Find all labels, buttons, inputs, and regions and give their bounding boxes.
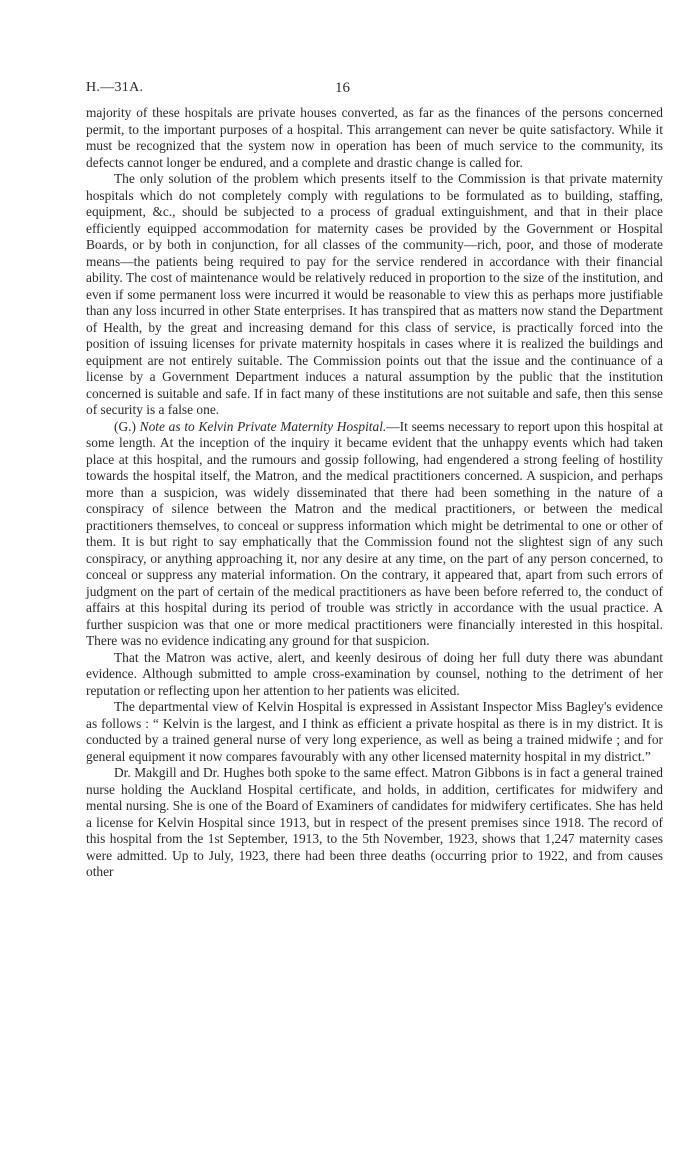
paragraph: That the Matron was active, alert, and keenly desirous of doing her full duty there was abundant evidence. Although submitted to ample cross-examination by counsel, nothing to the detriment of her reputation or reflecting upon her attention to her patients was elicited. [86,649,663,698]
paragraph: The departmental view of Kelvin Hospital is expressed in Assistant Inspector Miss Bagley's evidence as follows : “ Kelvin is the largest, and I think as efficient a private hospital as there is in my district. It is conducted by a trained general nurse of very long experience, as well as being a trained midwife ; and for general equipment it now compares favourably with any other licensed maternity hospital in my district.” [86,699,663,764]
paragraph: Dr. Makgill and Dr. Hughes both spoke to the same effect. Matron Gibbons is in fact a general trained nurse holding the Auckland Hospital certificate, and holds, in addition, certificates for midwifery and mental nursing. She is one of the Board of Examiners of candidates for midwifery certificates. She has held a license for Kelvin Hospital since 1913, but in respect of the present premises since 1918. The record of this hospital from the 1st September, 1913, to the 5th November, 1923, shows that 1,247 maternity cases were admitted. Up to July, 1923, there had been three deaths (occurring prior to 1922, and from causes other [86,765,663,879]
section-heading: Note as to Kelvin Private Maternity Hospital. [139,418,387,434]
section-label: (G.) [114,418,140,434]
page-header [86,80,666,100]
body-text [86,105,663,881]
paragraph: The only solution of the problem which presents itself to the Commission is that private maternity hospitals which do not completely comply with regulations to be formulated as to building, staffing, equipment, &c., should be subjected to a process of gradual extinguishment, and that in their place efficiently equipped accommodation for maternity cases be provided by the Government or Hospital Boards, or by both in conjunction, for all classes of the community—rich, poor, and those of moderate means—the patients being required to pay for the service rendered in accordance with their financial ability. The cost of maintenance would be relatively reduced in proportion to the size of the institution, and even if some permanent loss were incurred it would be reasonable to view this as perhaps more justifiable than any loss incurred in other State enterprises. It has transpired that as matters now stand the Department of Health, by the great and increasing demand for this class of service, is practically forced into the position of issuing licenses for private maternity hospitals in cases where it is realized the buildings and equipment are not entirely suitable. The Commission points out that the issue and the continuance of a license by a Government Department induces a natural assumption by the public that the institution concerned is suitable and safe. If in fact many of these institutions are not suitable and safe, then this sense of security is a false one. [86,171,663,417]
paragraph: majority of these hospitals are private houses converted, as far as the finances of the persons concerned permit, to the important purposes of a hospital. This arrangement can never be quite satisfactory. While it must be recognized that the system now in operation has been of much service to the community, its defects cannot longer be endured, and a complete and drastic change is called for. [86,105,663,170]
document-reference: H.—31A. [86,80,144,95]
paragraph-kelvin-note: (G.) Note as to Kelvin Private Maternity Hospital.—It seems necessary to report upon this hospital at some length. At the inception of the inquiry it became evident that the unhappy events which had taken place at this hospital, and the rumours and gossip following, had engendered a strong feeling of hostility towards the hospital itself, the Matron, and the medical practitioners concerned. A suspicion, and perhaps more than a suspicion, was widely disseminated that there had been something in the nature of a conspiracy of silence between the Matron and the medical practitioners, or between the medical practitioners themselves, to conceal or suppress information which might be detrimental to one or other of them. It is but right to say emphatically that the Commission found not the slightest sign of any such conspiracy, or anything approaching it, nor any desire at any time, on the part of any person concerned, to conceal or suppress any material information. On the contrary, it appeared that, apart from such errors of judgment on the part of certain of the medical practitioners as have been before referred to, the conduct of affairs at this hospital during its period of trouble was strictly in accordance with the usual practice. A further suspicion was that one or more medical practitioners were financially interested in this hospital. There was no evidence indicating any ground for that suspicion. [86,418,663,648]
page-number: 16 [335,80,350,96]
